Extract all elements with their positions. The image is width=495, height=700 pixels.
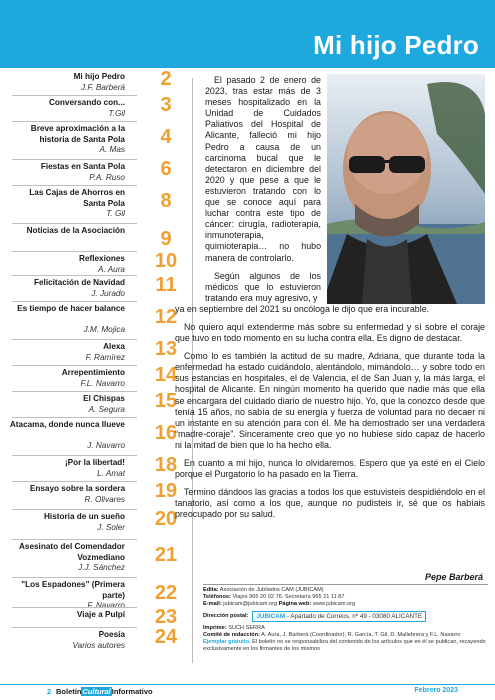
toc-entry-page: 10 (154, 250, 178, 272)
toc-separator (12, 275, 137, 276)
toc-entry-author: R. Olivares (84, 494, 125, 504)
toc-entry-author: J.J. Sánchez (78, 563, 125, 572)
credits-label: Imprime: (203, 624, 227, 631)
toc-entry-title: Viaje a Pulpí (76, 610, 125, 619)
toc-entry-title: Es tiempo de hacer balance (17, 304, 125, 313)
article-paragraph: No quiero aquí extenderme más sobre su enfermedad y sí sobre el coraje que tuvo en todo momento en su lucha contra ella. Es digno de destacar. (175, 321, 485, 344)
toc-entry-author: J. Jurado (91, 288, 125, 298)
toc-entry-author: F. Navarro (87, 601, 125, 610)
credits-label: Ejemplar gratuito. (203, 639, 251, 646)
article-paragraph: Según algunos de los médicos que lo estuvieron tratando era muy agresivo, y (205, 270, 321, 303)
toc-entry-page: 9 (160, 228, 172, 250)
toc-entry-title: Las Cajas de Ahorros en Santa Pola (29, 188, 125, 208)
credits-value: SUCH SERRA (228, 624, 265, 631)
page-footer (0, 684, 495, 700)
article-paragraph: Como lo es también la actitud de su madre, Adriana, que durante toda la enfermedad ha estado cuidándolo, alentándolo, mimándolo… y sobre todo en sus estancias en hospitales, el de Valencia, el de San Juan y, la más larga, el hospital de Alicante. En ningún momento ha querido que nadie más que ella se encargara del cuidado diario de nuestro hijo. Yo, que la conozco desde que tenía 15 años, no sabía de su energía y fuerza de voluntad para no decaer ni un instante en su atención para con él. Me ha demostrado ser una verdadera “madre-coraje”. Sinceramente creo que yo no hubiese sido capaz de hacerlo ni la mitad de bien que lo ha hecho ella. (175, 351, 485, 450)
email-link[interactable]: jubicam@jubicam.org (223, 601, 278, 608)
toc-separator (12, 223, 137, 224)
toc-entry-author: J. Navarro (87, 441, 125, 450)
credits-value: Viajes 965 20 02 76. Secretaría 965 21 11 87 (232, 594, 345, 601)
article-body (175, 75, 485, 527)
toc-separator (12, 365, 137, 366)
toc-entry-title: Arrepentimiento (61, 368, 125, 377)
credits-value: A. Aura, J. Barberá (Coordinador), R. García, T. Gil, D. Mallebrera y F.L. Navarro (261, 632, 461, 639)
toc-entry-title: Felicitación de Navidad (34, 278, 125, 287)
toc-entry-title: Noticias de la Asociación (26, 226, 125, 235)
credits-label: Dirección postal: (203, 612, 249, 619)
toc-entry-author: P.A. Ruso (89, 172, 125, 182)
toc-entry-title: Historia de un sueño (44, 512, 125, 521)
credits-label: Comité de redacción: (203, 632, 260, 639)
page-title: Mi hijo Pedro (313, 30, 479, 60)
credits-value: Asociación de Jubilados CAM (JUBICAM) (219, 587, 324, 593)
toc-separator (12, 251, 137, 252)
toc-separator (12, 539, 137, 540)
toc-entry-page: 20 (154, 508, 178, 530)
toc-entry-title: Fiestas en Santa Pola (40, 162, 125, 171)
brand-part: Boletín (56, 687, 82, 696)
toc-separator (12, 577, 137, 578)
website-link[interactable]: www.jubicam.org (312, 601, 356, 608)
toc-entry-title: El Chispas (83, 394, 125, 403)
toc-entry-title: Breve aproximación a la historia de Santa Pola (30, 124, 125, 144)
toc-entry-author: F.L. Navarro (80, 378, 125, 388)
toc-entry-title: Atacama, donde nunca llueve (9, 420, 125, 429)
toc-separator (12, 391, 137, 392)
credits-label: Edita: (203, 587, 219, 593)
credits-line (203, 601, 488, 608)
toc-separator (12, 417, 137, 418)
toc-entry-page: 22 (154, 582, 178, 604)
toc-entry-title: Poesía (98, 630, 125, 639)
toc-separator (12, 509, 137, 510)
toc-entry-page: 24 (154, 626, 178, 648)
credits-line (203, 625, 488, 632)
toc-entry-author: T. Gil (106, 209, 125, 218)
toc-entry-author: J. Soler (97, 522, 125, 532)
toc-entry-title: Reflexiones (79, 254, 125, 263)
credits-label: Página web: (278, 601, 312, 608)
toc-entry-page: 12 (154, 306, 178, 328)
toc-separator (12, 95, 137, 96)
toc-entry-page: 18 (154, 454, 178, 476)
credits-box (203, 584, 488, 665)
toc-entry-title: ¡Por la libertad! (64, 458, 125, 467)
signature: Pepe Barberá (424, 572, 483, 582)
credits-line (203, 632, 488, 639)
credits-line (203, 594, 488, 601)
article-paragraph: En cuanto a mi hijo, nunca lo olvidaremos. Espero que ya esté en el Cielo porque el Purgatorio lo ha pasado en la Tierra. (175, 458, 485, 480)
issue-date: Febrero 2023 (414, 687, 458, 694)
postal-address-row (203, 611, 488, 622)
footer-rule (0, 684, 495, 685)
credits-label: Teléfonos: (203, 594, 231, 601)
credits-line (203, 587, 488, 594)
toc-entry-title: Asesinato del Comendador Vozmediano (18, 542, 125, 562)
toc-separator (12, 455, 137, 456)
brand-part: Cultural (82, 687, 111, 696)
credits-label: E-mail: (203, 601, 222, 608)
toc-entry-author: J.F. Barberá (81, 82, 125, 92)
credits-line (203, 639, 488, 653)
postal-address: - Apartado de Correos, nº 49 - 03080 ALICANTE (286, 612, 423, 620)
toc-entry-author: Varios autores (72, 640, 125, 650)
toc-entry-page: 6 (160, 158, 172, 180)
toc-separator (12, 185, 137, 186)
toc-separator (12, 159, 137, 160)
toc-entry-page: 14 (154, 364, 178, 386)
brand-part: Informativo (111, 687, 153, 696)
toc-entry-page: 11 (155, 274, 177, 296)
toc-separator (12, 339, 137, 340)
toc-separator (12, 301, 137, 302)
toc-entry-author: L. Amat (97, 468, 125, 478)
page-header (0, 0, 495, 68)
toc-entry-page: 23 (154, 606, 178, 628)
toc-separator (12, 121, 137, 122)
toc-entry-author: A. Segura (88, 404, 125, 414)
toc-entry-page: 8 (160, 190, 172, 212)
toc-entry-title: Ensayo sobre la sordera (29, 484, 125, 493)
toc-entry-page: 13 (154, 338, 178, 360)
credits-value: El boletín no se responsabiliza del contenido de los artículos que en él se publican, recayendo exclusivamente en los firmantes de los mismos (203, 639, 486, 653)
toc-entry-page: 3 (160, 94, 172, 116)
toc-entry-title: "Los Espadones" (Primera parte) (21, 580, 125, 600)
toc-entry-page: 21 (154, 544, 178, 566)
toc-entry-author: J.M. Mojica (83, 325, 125, 334)
postal-address-box (252, 611, 426, 622)
toc-entry-page: 2 (160, 68, 172, 90)
article-paragraph: Termino dándoos las gracias a todos los que estuvisteis despidiéndolo en el tanatorio, así como a los que, aunque no pudisteis ir, sé que os habíais preocupado por su salud. (175, 487, 485, 520)
toc-separator (12, 607, 137, 608)
table-of-contents (0, 68, 187, 662)
publication-name (56, 687, 153, 696)
toc-entry-author: A. Aura (97, 264, 125, 274)
toc-entry-author: F. Ramírez (85, 352, 125, 362)
toc-entry-page: 16 (154, 422, 178, 444)
toc-entry-title: Mi hijo Pedro (73, 72, 125, 81)
toc-entry-author: T.Gil (108, 108, 125, 118)
page-number: 2 (47, 687, 52, 696)
toc-separator (12, 481, 137, 482)
postal-name: JUBICAM (256, 612, 286, 620)
toc-entry-author: A. Mas (99, 145, 125, 154)
article-paragraph: El pasado 2 de enero de 2023, tras estar más de 3 meses hospitalizado en la Unidad de Cuidados Paliativos del Hospital de Alicante, falleció mi hijo Pedro a causa de un carcinoma bucal que le detectaron en diciembre del 2020 y que pese a que le estuvieron tratando con lo que se conoce aquí para luchar contra este tipo de cáncer: cirugía, radioterapia, inmunoterapia, quimioterapia… no hubo manera de controlarlo. (205, 75, 321, 263)
toc-entry-title: Alexa (103, 342, 125, 351)
toc-entry-title: Conversando con... (49, 98, 125, 107)
toc-separator (12, 627, 137, 628)
toc-entry-page: 15 (154, 390, 178, 412)
toc-entry-page: 4 (160, 126, 172, 148)
article-paragraph: ya en septiembre del 2021 su oncóloga le dijo que era incurable. (175, 303, 430, 314)
toc-entry-page: 19 (154, 480, 178, 502)
